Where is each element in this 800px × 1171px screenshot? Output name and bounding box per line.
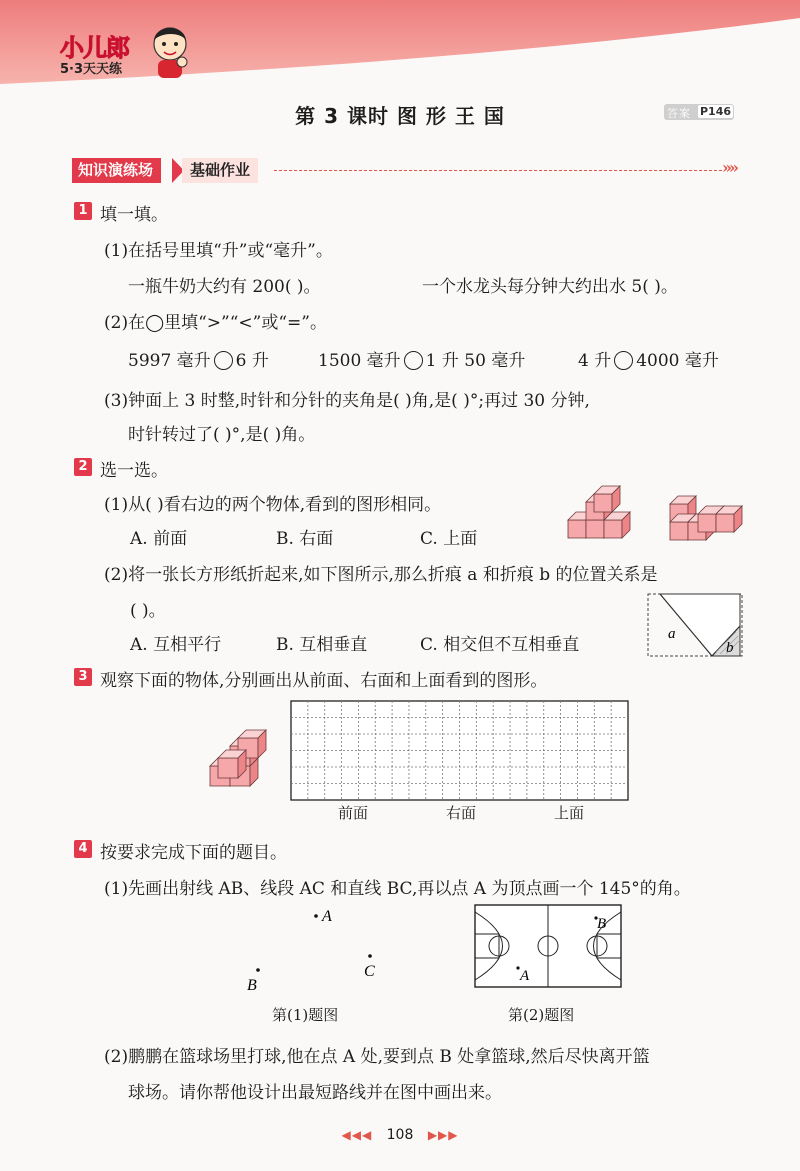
fold-label-a: a: [668, 626, 676, 642]
section-sublabel: 基础作业: [182, 158, 258, 183]
point-label-c: C: [364, 963, 375, 980]
fold-label-b: b: [726, 640, 734, 656]
section-label: 知识演练场: [72, 158, 161, 183]
question-number: 1: [74, 202, 92, 220]
point-c: [368, 954, 372, 958]
grid-label-front: 前面: [338, 804, 369, 822]
sub-question: (3)钟面上 3 时整,时针和分针的夹角是( )角,是( )°;再过 30 分钟,: [104, 391, 590, 411]
question-title: 选一选。: [100, 461, 168, 481]
compare-right: 1 升 50 毫升: [425, 351, 526, 371]
point-a: [314, 914, 318, 918]
figure-caption: 第(1)题图: [272, 1006, 339, 1024]
cube-object-figure: [204, 724, 274, 804]
sub-question: (2)将一张长方形纸折起来,如下图所示,那么折痕 a 和折痕 b 的位置关系是: [104, 565, 658, 585]
point-label-b: B: [247, 977, 257, 994]
sub-question-cont: ( )。: [130, 601, 166, 621]
cube-icon: [594, 486, 620, 512]
drawing-grid[interactable]: [290, 700, 630, 802]
prev-arrows-icon: ◀◀◀: [341, 1128, 373, 1142]
question-number: 2: [74, 458, 92, 476]
option[interactable]: C. 相交但不互相垂直: [420, 635, 580, 655]
mascot-boy-icon: [148, 22, 192, 80]
answer-page: P146: [700, 105, 732, 118]
question-title: 观察下面的物体,分别画出从前面、右面和上面看到的图形。: [100, 671, 548, 691]
compare-circle[interactable]: [214, 351, 233, 370]
fill-blank: 一瓶牛奶大约有 200( )。: [128, 277, 321, 297]
answer-tag: 答案: [667, 107, 691, 120]
sub-question: (1)在括号里填“升”或“毫升”。: [104, 241, 333, 261]
question-number: 3: [74, 668, 92, 686]
page-title: 第 3 课时 图 形 王 国: [295, 104, 505, 128]
option[interactable]: A. 互相平行: [130, 635, 222, 655]
option[interactable]: C. 上面: [420, 529, 478, 549]
question-title: 按要求完成下面的题目。: [100, 843, 287, 863]
compare-left: 1500 毫升: [318, 351, 401, 371]
question-title: 填一填。: [100, 205, 168, 225]
grid-label-top: 上面: [554, 804, 585, 822]
compare-right: 4000 毫升: [636, 351, 719, 371]
compare-item: [128, 346, 269, 371]
compare-item: [578, 346, 719, 371]
section-divider: [274, 170, 722, 171]
cube-stack-figures: [560, 476, 750, 546]
option[interactable]: A. 前面: [130, 529, 188, 549]
compare-left: 5997 毫升: [128, 351, 211, 371]
sub-question: (1)先画出射线 AB、线段 AC 和直线 BC,再以点 A 为顶点画一个 145°的角。: [104, 879, 691, 899]
sub-question-cont: 时针转过了( )°,是( )角。: [128, 425, 316, 445]
page-footer: [0, 1127, 800, 1143]
sub-question-cont: 球场。请你帮他设计出最短路线并在图中画出来。: [128, 1083, 502, 1103]
points-figure: [240, 904, 390, 994]
compare-right: 6 升: [235, 351, 269, 371]
court-label-a: A: [520, 968, 530, 984]
next-arrows-icon: ▶▶▶: [427, 1128, 459, 1142]
compare-item: [318, 346, 525, 371]
page-number: 108: [386, 1127, 414, 1143]
section-arrow-icon: »»: [722, 158, 736, 177]
figure-caption: 第(2)题图: [508, 1006, 575, 1024]
sub-question: (1)从( )看右边的两个物体,看到的图形相同。: [104, 495, 442, 515]
compare-circle[interactable]: [404, 351, 423, 370]
sub-question: (2)在◯里填“>”“<”或“=”。: [104, 313, 327, 333]
sub-question: (2)鹏鹏在篮球场里打球,他在点 A 处,要到点 B 处拿篮球,然后尽快离开篮: [104, 1047, 650, 1067]
cube-icon: [218, 750, 246, 778]
folded-paper-figure: [646, 590, 746, 660]
compare-circle[interactable]: [614, 351, 633, 370]
grid-label-right: 右面: [446, 804, 477, 822]
point-b: [256, 968, 260, 972]
fill-blank: 一个水龙头每分钟大约出水 5( )。: [422, 277, 678, 297]
logo-subtitle: 5·3天天练: [60, 62, 123, 77]
answer-reference: [664, 104, 734, 120]
question-number: 4: [74, 840, 92, 858]
option[interactable]: B. 右面: [276, 529, 334, 549]
logo-text: 小儿郎: [60, 34, 129, 62]
compare-left: 4 升: [578, 351, 612, 371]
court-label-b: B: [597, 916, 607, 932]
basketball-court-figure[interactable]: [474, 904, 624, 990]
point-label-a: A: [322, 908, 332, 925]
option[interactable]: B. 互相垂直: [276, 635, 368, 655]
cube-icon: [716, 506, 742, 532]
